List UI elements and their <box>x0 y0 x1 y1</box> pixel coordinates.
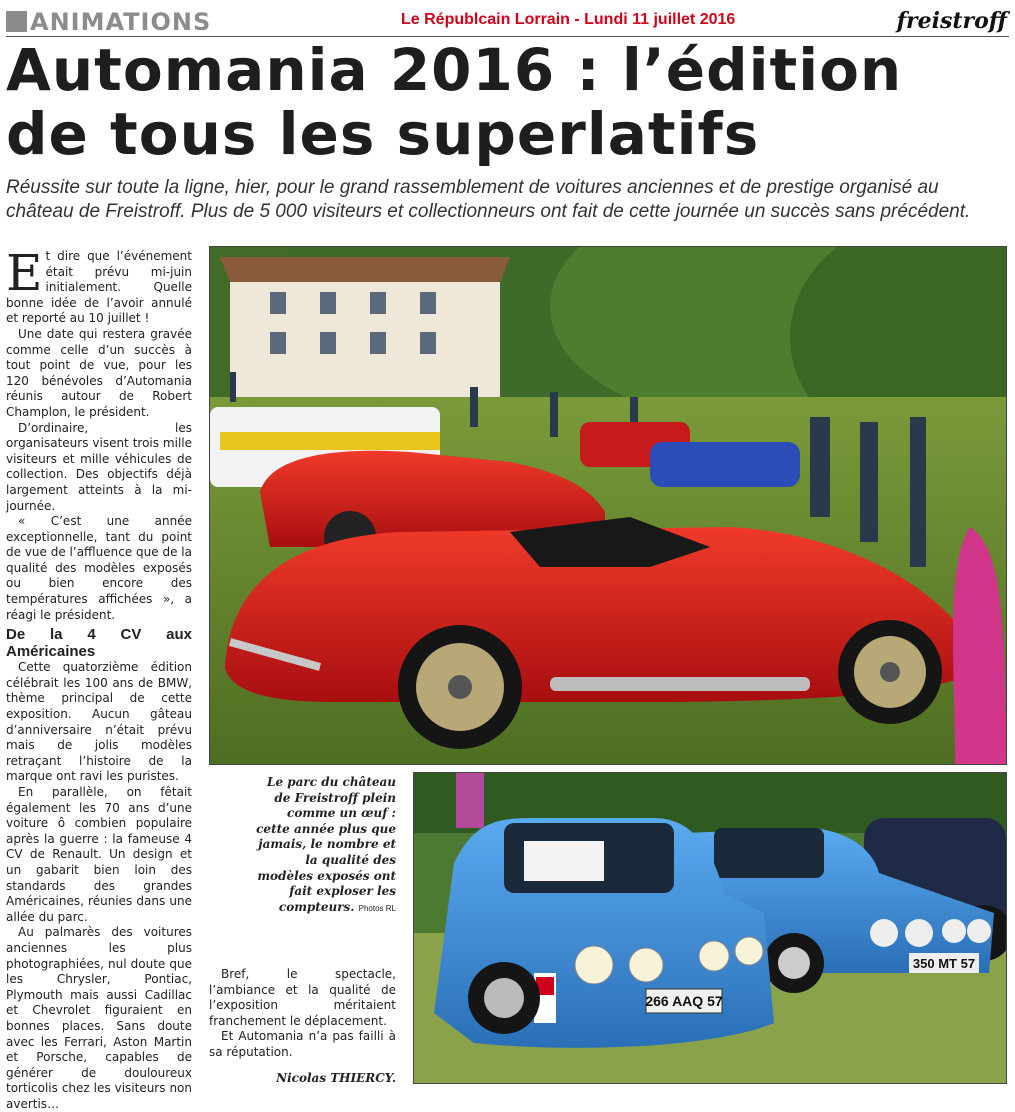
newspaper-dateline: Le Républcain Lorrain - Lundi 11 juillet 2016 <box>401 11 736 28</box>
photo-illustration <box>414 773 1006 1083</box>
town-name: freistroff <box>896 8 1007 34</box>
plate-right-text: 350 MT 57 <box>912 956 976 971</box>
paragraph: D’ordinaire, les organisateurs visent trois mille visiteurs et mille véhicules de collection. Des objectifs déjà largement atteints à la mi-journée. <box>6 420 192 513</box>
photo-illustration <box>210 247 1006 764</box>
photo-credit: Photos RL <box>358 903 396 913</box>
article-body-column <box>6 244 192 1112</box>
author-signature: Nicolas THIERCY. <box>276 1071 396 1085</box>
paragraph: Une date qui restera gravée comme celle d’un succès à tout point de vue, pour les 120 bénévoles d’Automania réunis autour de Robert Champlon, le président. <box>6 326 192 419</box>
article-body-column-2 <box>209 967 396 1061</box>
photo-corvette-park <box>209 246 1007 765</box>
section-label <box>6 8 211 36</box>
plate-left-text: 266 AAQ 57 <box>645 993 723 1009</box>
drop-cap: E <box>6 244 43 302</box>
paragraph: Au palmarès des voitures anciennes les plus photographiées, nul doute que les Chrysler, Pontiac, Plymouth mais aussi Cadillac et Chevrolet figuraient en bonnes places. Sans doute avec les Ferrari, Aston Martin et Porsche, capables de générer de douloureux torticolis chez les visiteurs non avertis… <box>6 925 192 1111</box>
article-lead: Réussite sur toute la ligne, hier, pour le grand rassemblement de voitures anciennes et de prestige organisé au château de Freistroff. Plus de 5 000 visiteurs et collectionneurs ont fait de cette journée un succès sans précédent. <box>6 177 971 222</box>
section-square-icon <box>6 11 27 32</box>
page-header <box>6 6 1009 37</box>
paragraph: Cette quatorzième édition célébrait les 100 ans de BMW, thème principal de cette exposition. Aucun gâteau d’anniversaire n’était prévu mais de jolis modèles retraçant l’histoire de la marque ont ravi les puristes. <box>6 660 192 784</box>
section-text: ANIMATIONS <box>30 8 212 36</box>
paragraph: Bref, le spectacle, l’ambiance et la qualité de l’exposition méritaient franchement le déplacement. <box>209 967 396 1028</box>
photo-blue-renaults <box>413 772 1007 1084</box>
paragraph: Et dire que l’événement était prévu mi-juin initialement. Quelle bonne idée de l’avoir annulé et reporté au 10 juillet ! <box>6 244 192 326</box>
subheading: De la 4 CV aux Américaines <box>6 626 192 661</box>
article-title: Automania 2016 : l’édition de tous les superlatifs <box>6 36 903 168</box>
paragraph: « C’est une année exceptionnelle, tant du point de vue de l’affluence que de la qualité des modèles exposés ou bien encore des températures affichées », a réagi le président. <box>6 514 192 622</box>
paragraph: En parallèle, on fêtait également les 70 ans d’une voiture ô combien populaire après la guerre : la fameuse 4 CV de Renault. Un design et un gabarit bien loin des standards des grandes Américaines, réunies dans une allée du parc. <box>6 785 192 924</box>
paragraph: Et Automania n’a pas failli à sa réputation. <box>209 1029 396 1059</box>
photo-caption: Le parc du château de Freistroff plein comme un œuf : cette année plus que jamais, le nombre et la qualité des modèles exposés ont fait exploser les compteurs. Photos RL <box>256 775 396 914</box>
